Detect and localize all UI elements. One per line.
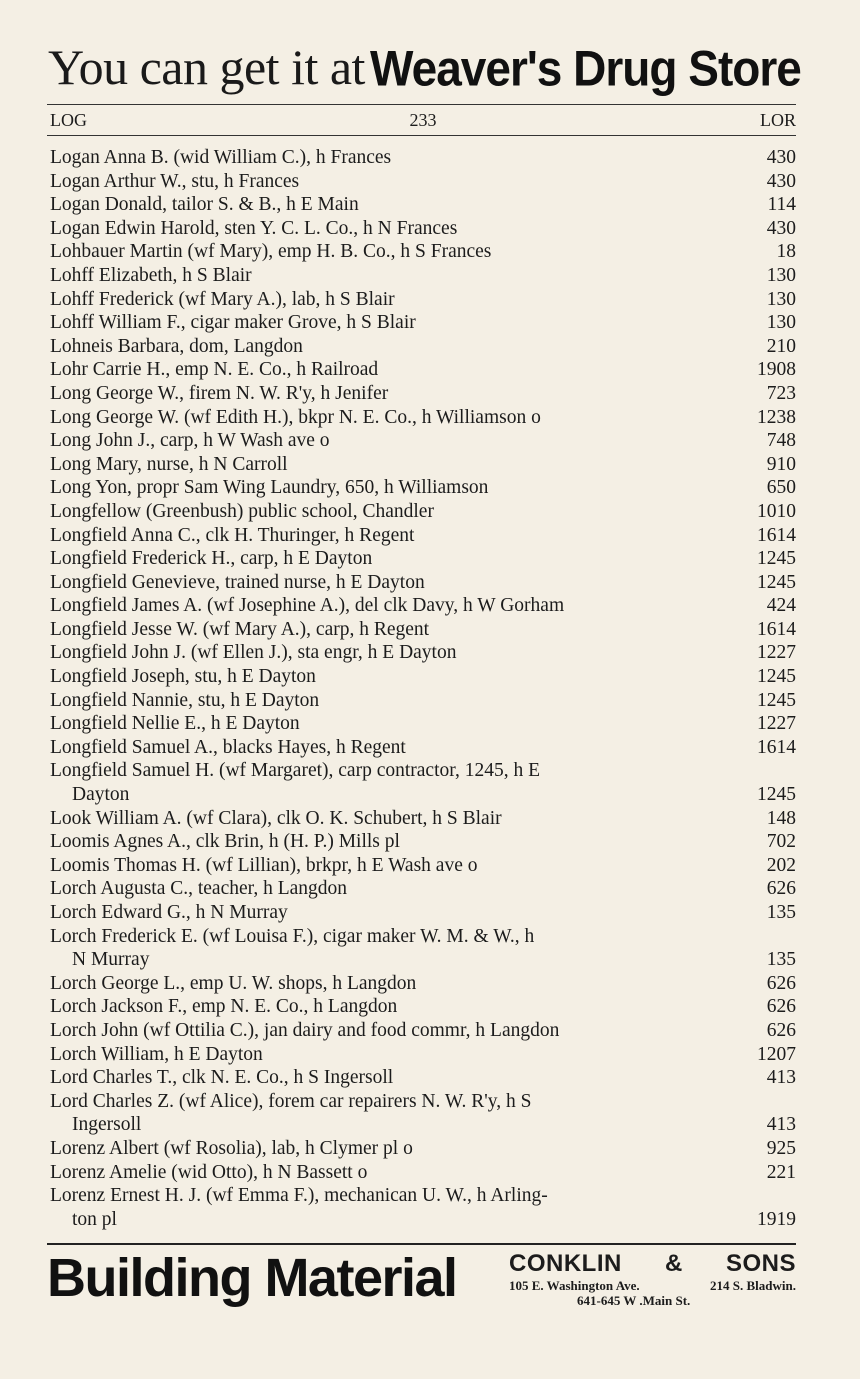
- entry-text: Logan Edwin Harold, sten Y. C. L. Co., h N Frances: [50, 217, 458, 239]
- entry-house-number: 413: [766, 1114, 796, 1136]
- entry-line: [50, 335, 796, 359]
- entry-house-number: 430: [766, 147, 796, 168]
- entry-text: Long George W. (wf Edith H.), bkpr N. E. Co., h Williamson o: [50, 406, 541, 428]
- entry-house-number: 1245: [757, 666, 796, 688]
- entry-line: [50, 429, 796, 453]
- entry-house-number: 626: [766, 1019, 796, 1041]
- header-advertisement: [48, 38, 808, 102]
- entry-line: [50, 1090, 796, 1114]
- entry-house-number: 430: [766, 217, 796, 239]
- entry-line: [50, 146, 796, 170]
- entry-house-number: 135: [766, 949, 796, 971]
- footer-ad-addresses: [509, 1278, 796, 1294]
- entry-text: Lorenz Amelie (wid Otto), h N Bassett o: [50, 1161, 368, 1183]
- directory-entry: [50, 1066, 796, 1090]
- entry-line: [50, 665, 796, 689]
- entry-text: Lorch William, h E Dayton: [50, 1043, 263, 1065]
- entry-house-number: 1614: [757, 524, 796, 546]
- directory-entry: [50, 736, 796, 760]
- firm-address-2: 214 S. Bladwin.: [710, 1278, 796, 1293]
- entry-line: [50, 453, 796, 477]
- entry-house-number: 910: [766, 453, 796, 475]
- entry-text: Long Yon, propr Sam Wing Laundry, 650, h Williamson: [50, 477, 489, 499]
- entry-house-number: 1238: [757, 406, 796, 428]
- entry-text: Lohr Carrie H., emp N. E. Co., h Railroad: [50, 359, 379, 381]
- entry-text: Longfield James A. (wf Josephine A.), del clk Davy, h W Gorham: [50, 595, 565, 617]
- entry-house-number: 202: [766, 854, 796, 876]
- entry-line: [50, 288, 796, 312]
- entry-line: [50, 1184, 796, 1208]
- entry-line: [50, 1161, 796, 1185]
- running-head-rule: [47, 135, 796, 136]
- directory-entry: [50, 689, 796, 713]
- directory-entry: [50, 665, 796, 689]
- footer-ad-headline: Building Material: [47, 1248, 457, 1308]
- directory-entry: [50, 358, 796, 382]
- entry-text: Longfield Joseph, stu, h E Dayton: [50, 666, 316, 688]
- entry-text: Longfield John J. (wf Ellen J.), sta engr, h E Dayton: [50, 642, 457, 664]
- entry-text: Logan Arthur W., stu, h Frances: [50, 170, 300, 192]
- entry-text: Longfield Samuel A., blacks Hayes, h Regent: [50, 736, 406, 758]
- entry-line: [50, 217, 796, 241]
- directory-entry: [50, 641, 796, 665]
- entry-house-number: 1245: [757, 784, 796, 806]
- entry-house-number: 210: [766, 335, 796, 357]
- entry-house-number: 1207: [757, 1043, 796, 1065]
- directory-entry: [50, 1090, 796, 1137]
- directory-entry: [50, 547, 796, 571]
- directory-entry: [50, 759, 796, 806]
- header-rule: [47, 104, 796, 105]
- entry-house-number: 650: [766, 477, 796, 499]
- entry-line: [50, 995, 796, 1019]
- entry-house-number: 1614: [757, 736, 796, 758]
- entry-house-number: 18: [776, 241, 796, 263]
- entry-line: [50, 712, 796, 736]
- entry-text: Long Mary, nurse, h N Carroll: [50, 453, 288, 475]
- firm-address-1: 105 E. Washington Ave.: [509, 1278, 640, 1293]
- entry-line: [50, 406, 796, 430]
- directory-entry: [50, 995, 796, 1019]
- entry-line: [50, 594, 796, 618]
- entry-text: Long George W., firem N. W. R'y, h Jenifer: [50, 382, 389, 404]
- directory-entry: [50, 1161, 796, 1185]
- entry-house-number: 626: [766, 996, 796, 1018]
- entry-line: [50, 641, 796, 665]
- entry-house-number: 148: [766, 807, 796, 829]
- directory-entry: [50, 382, 796, 406]
- directory-entry: [50, 240, 796, 264]
- entry-text: Longfield Nellie E., h E Dayton: [50, 713, 300, 735]
- directory-entry: [50, 1043, 796, 1067]
- entry-text: N Murray: [72, 949, 150, 971]
- entry-line: [50, 547, 796, 571]
- entry-line: [50, 264, 796, 288]
- directory-entry: [50, 311, 796, 335]
- directory-entry: [50, 877, 796, 901]
- entry-line: [50, 240, 796, 264]
- entry-line: [50, 901, 796, 925]
- entry-house-number: 626: [766, 878, 796, 900]
- entry-house-number: 430: [766, 170, 796, 192]
- entry-text: Logan Anna B. (wid William C.), h Frances: [50, 147, 392, 168]
- entry-text: Lorch Jackson F., emp N. E. Co., h Langdon: [50, 996, 398, 1018]
- entry-line: [50, 618, 796, 642]
- entry-line: [50, 476, 796, 500]
- entry-text: Lorch Edward G., h N Murray: [50, 902, 288, 923]
- entry-line: [50, 311, 796, 335]
- entry-house-number: 1919: [757, 1208, 796, 1230]
- entry-text: Lorch Augusta C., teacher, h Langdon: [50, 878, 348, 900]
- entry-house-number: 925: [766, 1137, 796, 1159]
- entry-house-number: 413: [766, 1067, 796, 1089]
- entry-text: Lord Charles T., clk N. E. Co., h S Ingersoll: [50, 1067, 394, 1089]
- entry-house-number: 1245: [757, 548, 796, 570]
- entry-line: [50, 170, 796, 194]
- entry-text: Loomis Thomas H. (wf Lillian), brkpr, h E Wash ave o: [50, 854, 478, 876]
- entry-line: [50, 1019, 796, 1043]
- running-head-start: LOG: [50, 110, 87, 130]
- entry-text: Lohff Frederick (wf Mary A.), lab, h S Blair: [50, 288, 395, 310]
- directory-entry: [50, 406, 796, 430]
- entry-continuation-line: [50, 783, 796, 807]
- entry-text: Lorch Frederick E. (wf Louisa F.), cigar maker W. M. & W., h: [50, 925, 535, 947]
- entry-line: [50, 689, 796, 713]
- running-head: [50, 110, 796, 132]
- header-ad-lead: You can get it at: [48, 39, 365, 95]
- directory-entry: [50, 193, 796, 217]
- directory-entry: [50, 524, 796, 548]
- entry-text: Longfield Jesse W. (wf Mary A.), carp, h Regent: [50, 618, 430, 640]
- entry-house-number: 114: [767, 194, 796, 216]
- entry-house-number: 723: [766, 382, 796, 404]
- entry-line: [50, 1137, 796, 1161]
- directory-entry: [50, 925, 796, 972]
- entry-text: Ingersoll: [72, 1114, 142, 1136]
- entry-house-number: 221: [766, 1161, 796, 1183]
- directory-entries: [50, 146, 796, 1231]
- footer-rule: [47, 1243, 796, 1245]
- footer-ad-firm: [509, 1250, 796, 1278]
- entry-house-number: 1227: [757, 713, 796, 735]
- firm-address-3: 641-645 W .Main St.: [577, 1293, 691, 1308]
- entry-text: Lohneis Barbara, dom, Langdon: [50, 335, 303, 357]
- entry-text: Long John J., carp, h W Wash ave o: [50, 430, 330, 452]
- entry-house-number: 424: [766, 595, 796, 617]
- entry-line: [50, 382, 796, 406]
- entry-line: [50, 877, 796, 901]
- entry-text: Lorenz Albert (wf Rosolia), lab, h Clymer pl o: [50, 1137, 413, 1159]
- entry-continuation-line: [50, 948, 796, 972]
- firm-sons: SONS: [725, 1250, 796, 1277]
- directory-entry: [50, 429, 796, 453]
- directory-entry: [50, 618, 796, 642]
- running-head-end: LOR: [760, 110, 796, 130]
- entry-line: [50, 1066, 796, 1090]
- entry-text: Longfield Samuel H. (wf Margaret), carp contractor, 1245, h E: [50, 760, 540, 782]
- entry-text: Look William A. (wf Clara), clk O. K. Schubert, h S Blair: [50, 807, 502, 829]
- entry-text: Lorenz Ernest H. J. (wf Emma F.), mechanican U. W., h Arling-: [50, 1185, 548, 1207]
- entry-text: Longfield Anna C., clk H. Thuringer, h Regent: [50, 524, 415, 546]
- footer-advertisement: [47, 1248, 796, 1312]
- directory-entry: [50, 500, 796, 524]
- directory-entry: [50, 712, 796, 736]
- entry-house-number: 626: [766, 972, 796, 994]
- directory-entry: [50, 476, 796, 500]
- entry-line: [50, 1043, 796, 1067]
- entry-house-number: 1245: [757, 571, 796, 593]
- entry-house-number: 1908: [757, 359, 796, 381]
- entry-text: ton pl: [72, 1208, 117, 1230]
- directory-entry: [50, 264, 796, 288]
- entry-line: [50, 759, 796, 783]
- entry-text: Lohff William F., cigar maker Grove, h S Blair: [50, 312, 416, 334]
- entry-continuation-line: [50, 1113, 796, 1137]
- directory-entry: [50, 901, 796, 925]
- entry-line: [50, 830, 796, 854]
- entry-text: Lohff Elizabeth, h S Blair: [50, 264, 252, 286]
- entry-line: [50, 193, 796, 217]
- entry-house-number: 1010: [757, 500, 796, 522]
- entry-house-number: 702: [766, 831, 796, 853]
- entry-line: [50, 925, 796, 949]
- entry-text: Longfellow (Greenbush) public school, Chandler: [50, 500, 434, 522]
- page-number: 233: [409, 110, 437, 130]
- entry-house-number: 135: [766, 902, 796, 923]
- entry-line: [50, 571, 796, 595]
- entry-line: [50, 736, 796, 760]
- entry-house-number: 748: [766, 430, 796, 452]
- directory-entry: [50, 972, 796, 996]
- directory-entry: [50, 830, 796, 854]
- directory-entry: [50, 807, 796, 831]
- directory-entry: [50, 170, 796, 194]
- directory-entry: [50, 594, 796, 618]
- entry-line: [50, 500, 796, 524]
- entry-text: Loomis Agnes A., clk Brin, h (H. P.) Mills pl: [50, 831, 400, 853]
- entry-continuation-line: [50, 1208, 796, 1232]
- directory-entry: [50, 288, 796, 312]
- entry-text: Longfield Frederick H., carp, h E Dayton: [50, 548, 373, 570]
- entry-house-number: 1245: [757, 689, 796, 711]
- firm-ampersand: &: [664, 1250, 683, 1277]
- entry-text: Logan Donald, tailor S. & B., h E Main: [50, 194, 359, 216]
- entry-house-number: 130: [766, 288, 796, 310]
- entry-house-number: 1227: [757, 642, 796, 664]
- directory-entry: [50, 217, 796, 241]
- entry-line: [50, 524, 796, 548]
- entry-text: Lohbauer Martin (wf Mary), emp H. B. Co., h S Frances: [50, 241, 492, 263]
- entry-house-number: 1614: [757, 618, 796, 640]
- directory-entry: [50, 453, 796, 477]
- directory-entry: [50, 1019, 796, 1043]
- directory-entry: [50, 854, 796, 878]
- directory-entry: [50, 1184, 796, 1231]
- entry-text: Lord Charles Z. (wf Alice), forem car repairers N. W. R'y, h S: [50, 1090, 532, 1112]
- entry-line: [50, 358, 796, 382]
- header-ad-brand: Weaver's Drug Store: [370, 39, 801, 97]
- entry-text: Lorch George L., emp U. W. shops, h Langdon: [50, 972, 417, 994]
- directory-entry: [50, 571, 796, 595]
- entry-text: Longfield Nannie, stu, h E Dayton: [50, 689, 320, 711]
- entry-line: [50, 854, 796, 878]
- entry-house-number: 130: [766, 312, 796, 334]
- entry-text: Longfield Genevieve, trained nurse, h E Dayton: [50, 571, 425, 593]
- directory-entry: [50, 1137, 796, 1161]
- entry-line: [50, 807, 796, 831]
- directory-entry: [50, 335, 796, 359]
- entry-line: [50, 972, 796, 996]
- directory-entry: [50, 146, 796, 170]
- entry-house-number: 130: [766, 264, 796, 286]
- firm-name: CONKLIN: [509, 1250, 622, 1277]
- entry-text: Dayton: [72, 784, 130, 806]
- entry-text: Lorch John (wf Ottilia C.), jan dairy and food commr, h Langdon: [50, 1019, 560, 1041]
